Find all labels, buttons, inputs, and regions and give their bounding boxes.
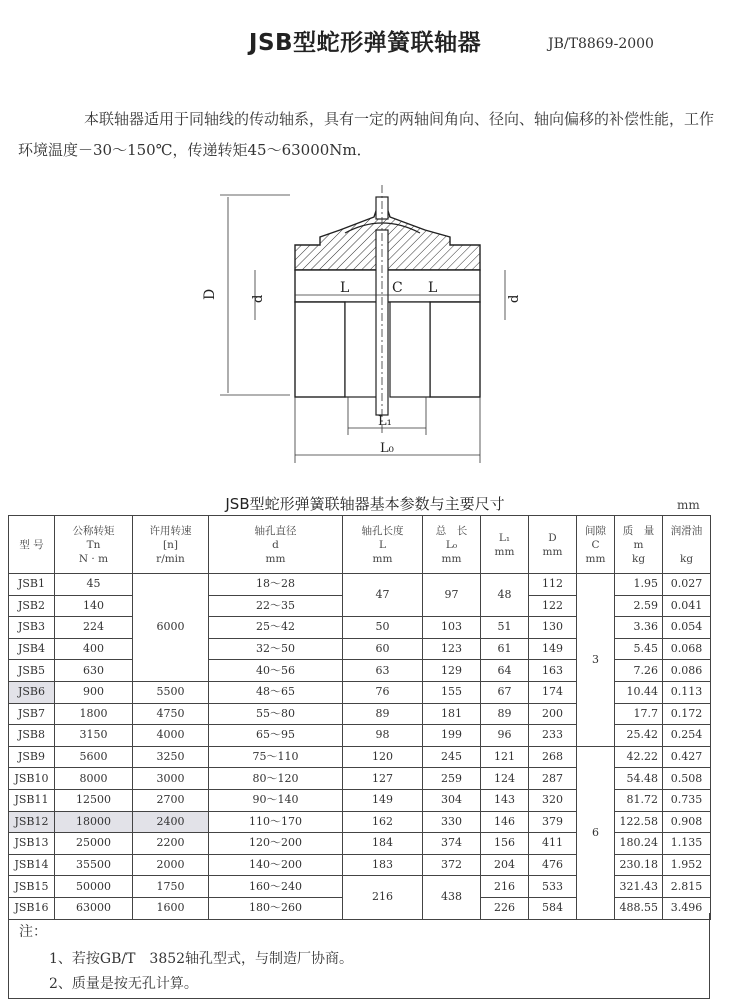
cell-mass: 230.18 <box>615 854 663 876</box>
cell-mass: 25.42 <box>615 725 663 747</box>
cell-bore-length: 162 <box>343 811 423 833</box>
cell-diameter: 200 <box>529 703 577 725</box>
cell-gap: 3 <box>577 574 615 747</box>
cell-total-length: 181 <box>423 703 481 725</box>
cell-diameter: 379 <box>529 811 577 833</box>
cell-l1: 124 <box>481 768 529 790</box>
header-model: 型 号 <box>9 516 55 574</box>
cell-total-length: 259 <box>423 768 481 790</box>
header-grease: 润滑油 kg <box>663 516 711 574</box>
cell-mass: 488.55 <box>615 897 663 919</box>
cell-gap: 6 <box>577 746 615 919</box>
header-speed: 许用转速 [n] r/min <box>133 516 209 574</box>
cell-l1: 216 <box>481 876 529 898</box>
cell-grease: 0.508 <box>663 768 711 790</box>
cell-torque: 400 <box>55 638 133 660</box>
header-torque: 公称转矩 Tn N · m <box>55 516 133 574</box>
cell-grease: 1.135 <box>663 833 711 855</box>
dim-label-d-right: d <box>507 294 522 303</box>
cell-model: JSB10 <box>9 768 55 790</box>
cell-bore: 48～65 <box>209 681 343 703</box>
cell-torque: 25000 <box>55 833 133 855</box>
cell-l1: 48 <box>481 574 529 617</box>
cell-l1: 204 <box>481 854 529 876</box>
cell-torque: 12500 <box>55 789 133 811</box>
cell-model: JSB4 <box>9 638 55 660</box>
cell-torque: 50000 <box>55 876 133 898</box>
cell-diameter: 174 <box>529 681 577 703</box>
cell-l1: 143 <box>481 789 529 811</box>
cell-torque: 3150 <box>55 725 133 747</box>
standard-code: JB/T8869-2000 <box>548 36 654 52</box>
cell-total-length: 199 <box>423 725 481 747</box>
table-header-row <box>9 516 711 574</box>
cell-bore: 80～120 <box>209 768 343 790</box>
dim-label-L-left: L <box>340 280 350 296</box>
cell-diameter: 122 <box>529 595 577 617</box>
cell-grease: 0.427 <box>663 746 711 768</box>
cell-bore-length: 183 <box>343 854 423 876</box>
cell-model: JSB16 <box>9 897 55 919</box>
cell-grease: 3.496 <box>663 897 711 919</box>
cell-l1: 146 <box>481 811 529 833</box>
cell-total-length: 330 <box>423 811 481 833</box>
cell-model: JSB9 <box>9 746 55 768</box>
cell-bore-length: 120 <box>343 746 423 768</box>
cell-grease: 0.254 <box>663 725 711 747</box>
table-title: JSB型蛇形弹簧联轴器基本参数与主要尺寸 <box>225 495 505 513</box>
intro-paragraph <box>18 104 718 166</box>
cell-diameter: 112 <box>529 574 577 596</box>
cell-total-length: 103 <box>423 617 481 639</box>
cell-torque: 8000 <box>55 768 133 790</box>
cell-bore: 75～110 <box>209 746 343 768</box>
cell-model: JSB8 <box>9 725 55 747</box>
cell-grease: 0.113 <box>663 681 711 703</box>
cell-bore-length: 60 <box>343 638 423 660</box>
cell-torque: 224 <box>55 617 133 639</box>
cell-bore: 55～80 <box>209 703 343 725</box>
cell-speed: 3000 <box>133 768 209 790</box>
cell-bore: 40～56 <box>209 660 343 682</box>
cell-grease: 0.735 <box>663 789 711 811</box>
cell-speed: 5500 <box>133 681 209 703</box>
cell-diameter: 476 <box>529 854 577 876</box>
cell-l1: 121 <box>481 746 529 768</box>
cell-total-length: 155 <box>423 681 481 703</box>
cell-bore: 65～95 <box>209 725 343 747</box>
cell-bore: 110～170 <box>209 811 343 833</box>
cell-grease: 0.086 <box>663 660 711 682</box>
header-diameter: D mm <box>529 516 577 574</box>
cell-grease: 0.908 <box>663 811 711 833</box>
cell-total-length: 97 <box>423 574 481 617</box>
cell-torque: 1800 <box>55 703 133 725</box>
dim-label-d-left: d <box>251 294 266 303</box>
cell-mass: 1.95 <box>615 574 663 596</box>
cell-l1: 89 <box>481 703 529 725</box>
cell-bore-length: 184 <box>343 833 423 855</box>
cell-mass: 54.48 <box>615 768 663 790</box>
table-row <box>9 746 711 768</box>
cell-bore: 120～200 <box>209 833 343 855</box>
cell-bore: 18～28 <box>209 574 343 596</box>
cell-diameter: 268 <box>529 746 577 768</box>
cell-total-length: 129 <box>423 660 481 682</box>
cell-model: JSB15 <box>9 876 55 898</box>
cell-speed: 6000 <box>133 574 209 682</box>
dim-label-L1: L₁ <box>378 414 392 429</box>
cell-l1: 96 <box>481 725 529 747</box>
cell-torque: 63000 <box>55 897 133 919</box>
header-gap: 间隙 C mm <box>577 516 615 574</box>
cell-grease: 1.952 <box>663 854 711 876</box>
cell-total-length: 123 <box>423 638 481 660</box>
cell-grease: 0.041 <box>663 595 711 617</box>
cell-mass: 5.45 <box>615 638 663 660</box>
cell-torque: 140 <box>55 595 133 617</box>
cell-bore: 140～200 <box>209 854 343 876</box>
cell-model: JSB11 <box>9 789 55 811</box>
cell-torque: 5600 <box>55 746 133 768</box>
cell-grease: 0.172 <box>663 703 711 725</box>
header-mass: 质 量 m kg <box>615 516 663 574</box>
cell-torque: 900 <box>55 681 133 703</box>
table-unit: mm <box>677 498 700 512</box>
cell-bore: 90～140 <box>209 789 343 811</box>
cell-speed: 2700 <box>133 789 209 811</box>
cell-speed: 2400 <box>133 811 209 833</box>
cell-diameter: 320 <box>529 789 577 811</box>
note-item: 2、质量是按无孔计算。 <box>49 976 198 992</box>
cell-bore-length: 216 <box>343 876 423 919</box>
table-row <box>9 574 711 596</box>
cell-mass: 17.7 <box>615 703 663 725</box>
cell-torque: 18000 <box>55 811 133 833</box>
cell-diameter: 533 <box>529 876 577 898</box>
notes-heading: 注： <box>19 924 47 940</box>
cell-diameter: 287 <box>529 768 577 790</box>
cell-grease: 0.068 <box>663 638 711 660</box>
coupling-drawing <box>200 185 530 470</box>
header-l1: L₁ mm <box>481 516 529 574</box>
cell-mass: 10.44 <box>615 681 663 703</box>
cell-l1: 61 <box>481 638 529 660</box>
cell-bore: 180～260 <box>209 897 343 919</box>
cell-speed: 1600 <box>133 897 209 919</box>
header-bore: 轴孔直径 d mm <box>209 516 343 574</box>
cell-l1: 64 <box>481 660 529 682</box>
cell-mass: 7.26 <box>615 660 663 682</box>
spec-table <box>8 515 711 920</box>
cell-l1: 226 <box>481 897 529 919</box>
intro-text: 本联轴器适用于同轴线的传动轴系，具有一定的两轴间角向、径向、轴向偏移的补偿性能，工作环境温度－30～150℃，传递转矩45～63000Nm． <box>18 110 715 159</box>
cell-mass: 42.22 <box>615 746 663 768</box>
cell-grease: 0.054 <box>663 617 711 639</box>
cell-total-length: 374 <box>423 833 481 855</box>
cell-model: JSB3 <box>9 617 55 639</box>
cell-total-length: 304 <box>423 789 481 811</box>
cell-mass: 321.43 <box>615 876 663 898</box>
dim-label-L0: L₀ <box>380 441 394 456</box>
cell-torque: 45 <box>55 574 133 596</box>
page-title: JSB型蛇形弹簧联轴器 <box>248 30 482 56</box>
cell-diameter: 411 <box>529 833 577 855</box>
cell-mass: 180.24 <box>615 833 663 855</box>
cell-bore: 160～240 <box>209 876 343 898</box>
cell-grease: 2.815 <box>663 876 711 898</box>
cell-bore-length: 149 <box>343 789 423 811</box>
cell-speed: 2200 <box>133 833 209 855</box>
cell-model: JSB14 <box>9 854 55 876</box>
note-item: 1、若按GB/T 3852轴孔型式，与制造厂协商。 <box>49 951 354 967</box>
cell-l1: 51 <box>481 617 529 639</box>
cell-bore: 32～50 <box>209 638 343 660</box>
cell-bore-length: 98 <box>343 725 423 747</box>
cell-total-length: 438 <box>423 876 481 919</box>
coupling-hub-left <box>295 270 380 397</box>
notes-box <box>8 913 710 999</box>
cell-mass: 3.36 <box>615 617 663 639</box>
dim-label-C: C <box>392 280 403 296</box>
cell-model: JSB12 <box>9 811 55 833</box>
cell-mass: 122.58 <box>615 811 663 833</box>
cell-diameter: 233 <box>529 725 577 747</box>
cell-diameter: 163 <box>529 660 577 682</box>
dim-label-D: D <box>202 288 218 300</box>
cell-mass: 81.72 <box>615 789 663 811</box>
cell-diameter: 130 <box>529 617 577 639</box>
cell-bore-length: 76 <box>343 681 423 703</box>
dim-label-L-right: L <box>428 280 438 296</box>
center-gap <box>376 230 388 415</box>
cell-bore-length: 47 <box>343 574 423 617</box>
cell-model: JSB2 <box>9 595 55 617</box>
cell-total-length: 372 <box>423 854 481 876</box>
cell-speed: 4000 <box>133 725 209 747</box>
cell-model: JSB1 <box>9 574 55 596</box>
cell-bore-length: 127 <box>343 768 423 790</box>
cell-bore-length: 63 <box>343 660 423 682</box>
cell-diameter: 584 <box>529 897 577 919</box>
cell-l1: 156 <box>481 833 529 855</box>
cell-bore-length: 89 <box>343 703 423 725</box>
cell-l1: 67 <box>481 681 529 703</box>
cell-bore: 25～42 <box>209 617 343 639</box>
cell-speed: 4750 <box>133 703 209 725</box>
cell-torque: 630 <box>55 660 133 682</box>
cell-bore-length: 50 <box>343 617 423 639</box>
cell-speed: 1750 <box>133 876 209 898</box>
header-total-length: 总 长 L₀ mm <box>423 516 481 574</box>
cell-diameter: 149 <box>529 638 577 660</box>
cell-speed: 2000 <box>133 854 209 876</box>
cell-total-length: 245 <box>423 746 481 768</box>
header-bore-length: 轴孔长度 L mm <box>343 516 423 574</box>
cell-model: JSB6 <box>9 681 55 703</box>
cell-mass: 2.59 <box>615 595 663 617</box>
cell-grease: 0.027 <box>663 574 711 596</box>
cell-speed: 3250 <box>133 746 209 768</box>
cell-model: JSB13 <box>9 833 55 855</box>
cell-model: JSB5 <box>9 660 55 682</box>
cell-model: JSB7 <box>9 703 55 725</box>
cell-bore: 22～35 <box>209 595 343 617</box>
cell-torque: 35500 <box>55 854 133 876</box>
